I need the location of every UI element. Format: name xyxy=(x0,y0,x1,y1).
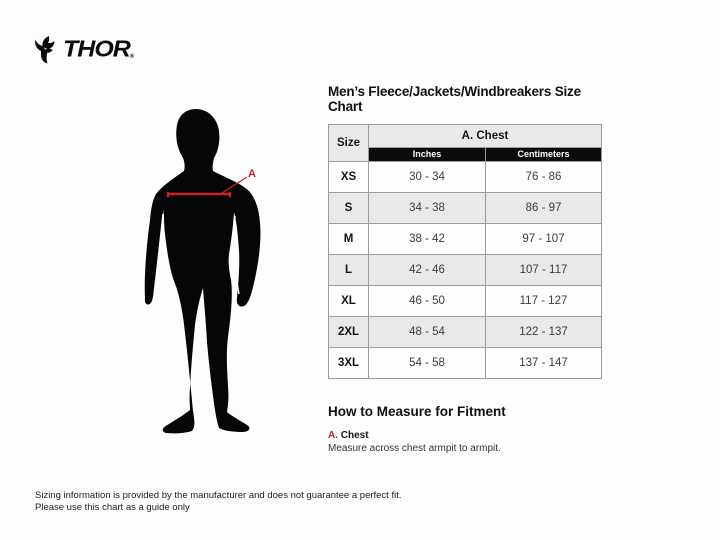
inches-value: 54 - 58 xyxy=(369,348,486,379)
measure-section-heading: How to Measure for Fitment xyxy=(328,404,506,419)
thor-helmet-icon xyxy=(34,35,60,64)
column-header-inches: Inches xyxy=(369,148,486,162)
table-header-row xyxy=(329,125,602,148)
size-chart-table xyxy=(328,124,602,379)
chest-marker-label: A xyxy=(248,168,256,180)
centimeters-value: 76 - 86 xyxy=(486,162,602,193)
body-silhouette xyxy=(100,90,320,470)
table-row xyxy=(329,193,602,224)
size-chart-section xyxy=(328,84,602,454)
column-header-size: Size xyxy=(329,125,369,162)
measure-item-name: Chest xyxy=(340,430,369,441)
table-row xyxy=(329,286,602,317)
size-label: L xyxy=(329,255,369,286)
column-header-centimeters: Centimeters xyxy=(486,148,602,162)
table-row xyxy=(329,348,602,379)
disclaimer-line-1: Sizing information is provided by the manufacturer and does not guarantee a perfect fit. xyxy=(35,490,402,501)
chart-title: Men’s Fleece/Jackets/Windbreakers Size Chart xyxy=(328,84,581,114)
measure-item-label xyxy=(328,430,602,441)
table-row xyxy=(329,162,602,193)
centimeters-value: 122 - 137 xyxy=(486,317,602,348)
registered-mark: ® xyxy=(129,54,135,60)
centimeters-value: 137 - 147 xyxy=(486,348,602,379)
size-label: 3XL xyxy=(329,348,369,379)
measure-item-description: Measure across chest armpit to armpit. xyxy=(328,443,501,454)
inches-value: 34 - 38 xyxy=(369,193,486,224)
table-row xyxy=(329,317,602,348)
table-row xyxy=(329,255,602,286)
inches-value: 42 - 46 xyxy=(369,255,486,286)
size-label: 2XL xyxy=(329,317,369,348)
table-subheader-row xyxy=(329,148,602,162)
inches-value: 48 - 54 xyxy=(369,317,486,348)
male-figure-shape xyxy=(145,109,261,433)
brand-wordmark: THOR xyxy=(63,35,130,62)
size-label: M xyxy=(329,224,369,255)
measure-item-key: A. xyxy=(328,430,338,441)
column-header-chest: A. Chest xyxy=(369,125,602,148)
centimeters-value: 86 - 97 xyxy=(486,193,602,224)
table-row xyxy=(329,224,602,255)
inches-value: 30 - 34 xyxy=(369,162,486,193)
disclaimer xyxy=(35,490,402,514)
disclaimer-line-2: Please use this chart as a guide only xyxy=(35,502,190,513)
centimeters-value: 117 - 127 xyxy=(486,286,602,317)
inches-value: 46 - 50 xyxy=(369,286,486,317)
size-label: XL xyxy=(329,286,369,317)
size-label: S xyxy=(329,193,369,224)
brand-logo xyxy=(34,34,134,64)
inches-value: 38 - 42 xyxy=(369,224,486,255)
centimeters-value: 97 - 107 xyxy=(486,224,602,255)
size-label: XS xyxy=(329,162,369,193)
centimeters-value: 107 - 117 xyxy=(486,255,602,286)
